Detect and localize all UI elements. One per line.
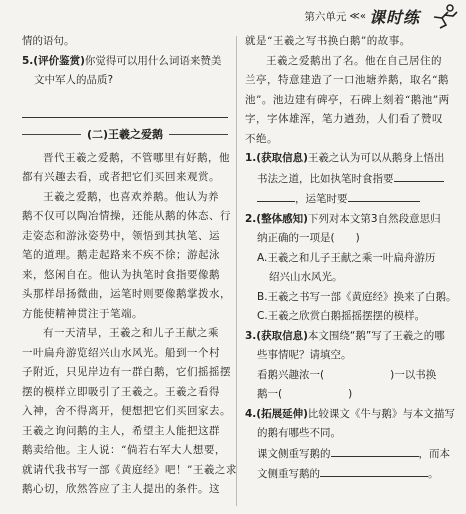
arrows-icon: ≪« bbox=[349, 10, 366, 22]
question-2: 2.(整体感知)下列对本文第3自然段意思归 bbox=[245, 212, 441, 225]
option-c[interactable]: C.王羲之欣赏白鹅摇摇摆摆的模样。 bbox=[257, 310, 426, 322]
option-a[interactable]: A.王羲之和儿子王献之乘一叶扁舟游历 bbox=[257, 251, 436, 264]
passage-line: 一叶扁舟游览绍兴山水风光。船到一个村 bbox=[22, 346, 220, 359]
passage-line: 走姿态和游泳姿势中，领悟到其执笔、运 bbox=[22, 229, 220, 242]
question-5-line2: 文中军人的品质? bbox=[34, 74, 114, 86]
passage-line: 笔的道理。鹅走起路来不疾不徐；游起泳 bbox=[22, 249, 220, 261]
passage-line: 王羲之爱鹅，也喜欢养鹅。他认为养 bbox=[43, 190, 219, 203]
answer-line[interactable] bbox=[22, 99, 228, 118]
passage-line: 晋代王羲之爱鹅，不管哪里有好鹅，他 bbox=[43, 151, 230, 164]
passage-line: 摆的模样立即吸引了王羲之。王羲之看得 bbox=[22, 385, 220, 398]
question-2-line2: 纳正确的一项是( ) bbox=[257, 232, 360, 244]
passage-right bbox=[245, 32, 449, 149]
column-divider bbox=[236, 36, 237, 506]
passage-line: 王羲之询问鹅的主人，希望主人能把这群 bbox=[22, 424, 220, 437]
question-3: 3.(获取信息)本文围绕“鹅”写了王羲之的哪 bbox=[245, 329, 445, 342]
passage-line: 头那样昂扬微曲，运笔时则要像鹅掌拨水， bbox=[22, 288, 231, 300]
page-header bbox=[0, 0, 466, 32]
answer-blank[interactable] bbox=[348, 189, 420, 202]
question-3-line4: 鹅一( ) bbox=[257, 388, 353, 400]
passage-line: 有一天清早，王羲之和儿子王献之乘 bbox=[43, 327, 219, 339]
passage-line: 就是“王羲之写书换白鹅”的故事。 bbox=[245, 35, 411, 47]
answer-blank[interactable] bbox=[331, 444, 419, 457]
passage-line: 王羲之爱鹅出了名。他在自己居住的 bbox=[266, 54, 442, 67]
passage-line: 不绝。 bbox=[245, 132, 278, 145]
passage-line: 来，悠闲自在。他认为执笔时食指要像鹅 bbox=[22, 268, 220, 281]
passage-line: 鹅不仅可以陶冶情操，还能从鹅的体态、行 bbox=[22, 210, 231, 222]
brand-title: 课时练 bbox=[368, 7, 420, 27]
passage-line: 鹅卖给他。主人说：“倘若右军大人想要， bbox=[22, 444, 226, 456]
passage-line: 都有兴趣去看，或者把它们买回来观赏。 bbox=[22, 171, 220, 183]
passage-line: 入神，舍不得离开，便想把它们买回家去。 bbox=[22, 405, 231, 417]
passage-line: 子附近，只见岸边有一群白鹅，它们摇摇摆 bbox=[22, 366, 231, 378]
option-a-cont: 绍兴山水风光。 bbox=[269, 271, 343, 283]
passage-line: 字，字体雄浑，笔力遒劲，人们看了赞叹 bbox=[245, 113, 443, 125]
section-title: (二)王羲之爱鹅 bbox=[22, 127, 228, 143]
question-1: 1.(获取信息)王羲之认为可以从鹅身上悟出 bbox=[245, 152, 445, 164]
answer-blank[interactable] bbox=[257, 189, 295, 202]
question-3-line2: 些事情呢？请填空。 bbox=[257, 349, 352, 361]
runner-logo-icon bbox=[426, 3, 460, 29]
prev-answer-text: 情的语句。 bbox=[22, 35, 75, 47]
unit-label: 第六单元 bbox=[304, 10, 347, 23]
passage-line: 方能使精神贯注于笔端。 bbox=[22, 307, 143, 320]
answer-blank[interactable] bbox=[394, 169, 444, 182]
question-4: 4.(拓展延伸)比较课文《牛与鹅》与本文描写 bbox=[245, 407, 455, 420]
passage-line: 兰亭，特意建造了一口池塘养鹅，取名“鹅 bbox=[245, 74, 449, 86]
passage-line: 池”。池边建有碑亭，石碑上刻着“鹅池”两 bbox=[245, 93, 450, 106]
answer-blank[interactable] bbox=[320, 464, 428, 477]
question-3-line3: 看鹅兴趣浓一( )一以书换 bbox=[257, 368, 437, 381]
question-4-line2: 的鹅有哪些不同。 bbox=[257, 427, 341, 439]
question-4-line3: 课文侧重写鹅的 ，而本 bbox=[245, 444, 449, 465]
left-column bbox=[22, 32, 237, 500]
question-4-line4: 文侧重写鹅的 。 bbox=[245, 464, 449, 485]
question-1-line2: 书法之道，比如执笔时食指要 bbox=[245, 169, 449, 190]
passage-line: 鹅心切，欣然答应了主人提出的条件。这 bbox=[22, 483, 220, 495]
right-column bbox=[245, 32, 457, 485]
question-5: 5.(评价鉴赏)你觉得可以用什么词语来赞美 bbox=[22, 54, 222, 67]
passage-line: 就请代我书写一部《黄庭经》吧！”王羲之求 bbox=[22, 463, 237, 476]
passage-left bbox=[22, 149, 237, 500]
question-1-line3: ，运笔时要 bbox=[245, 189, 449, 210]
option-b[interactable]: B.王羲之书写一部《黄庭经》换来了白鹅。 bbox=[257, 290, 457, 303]
